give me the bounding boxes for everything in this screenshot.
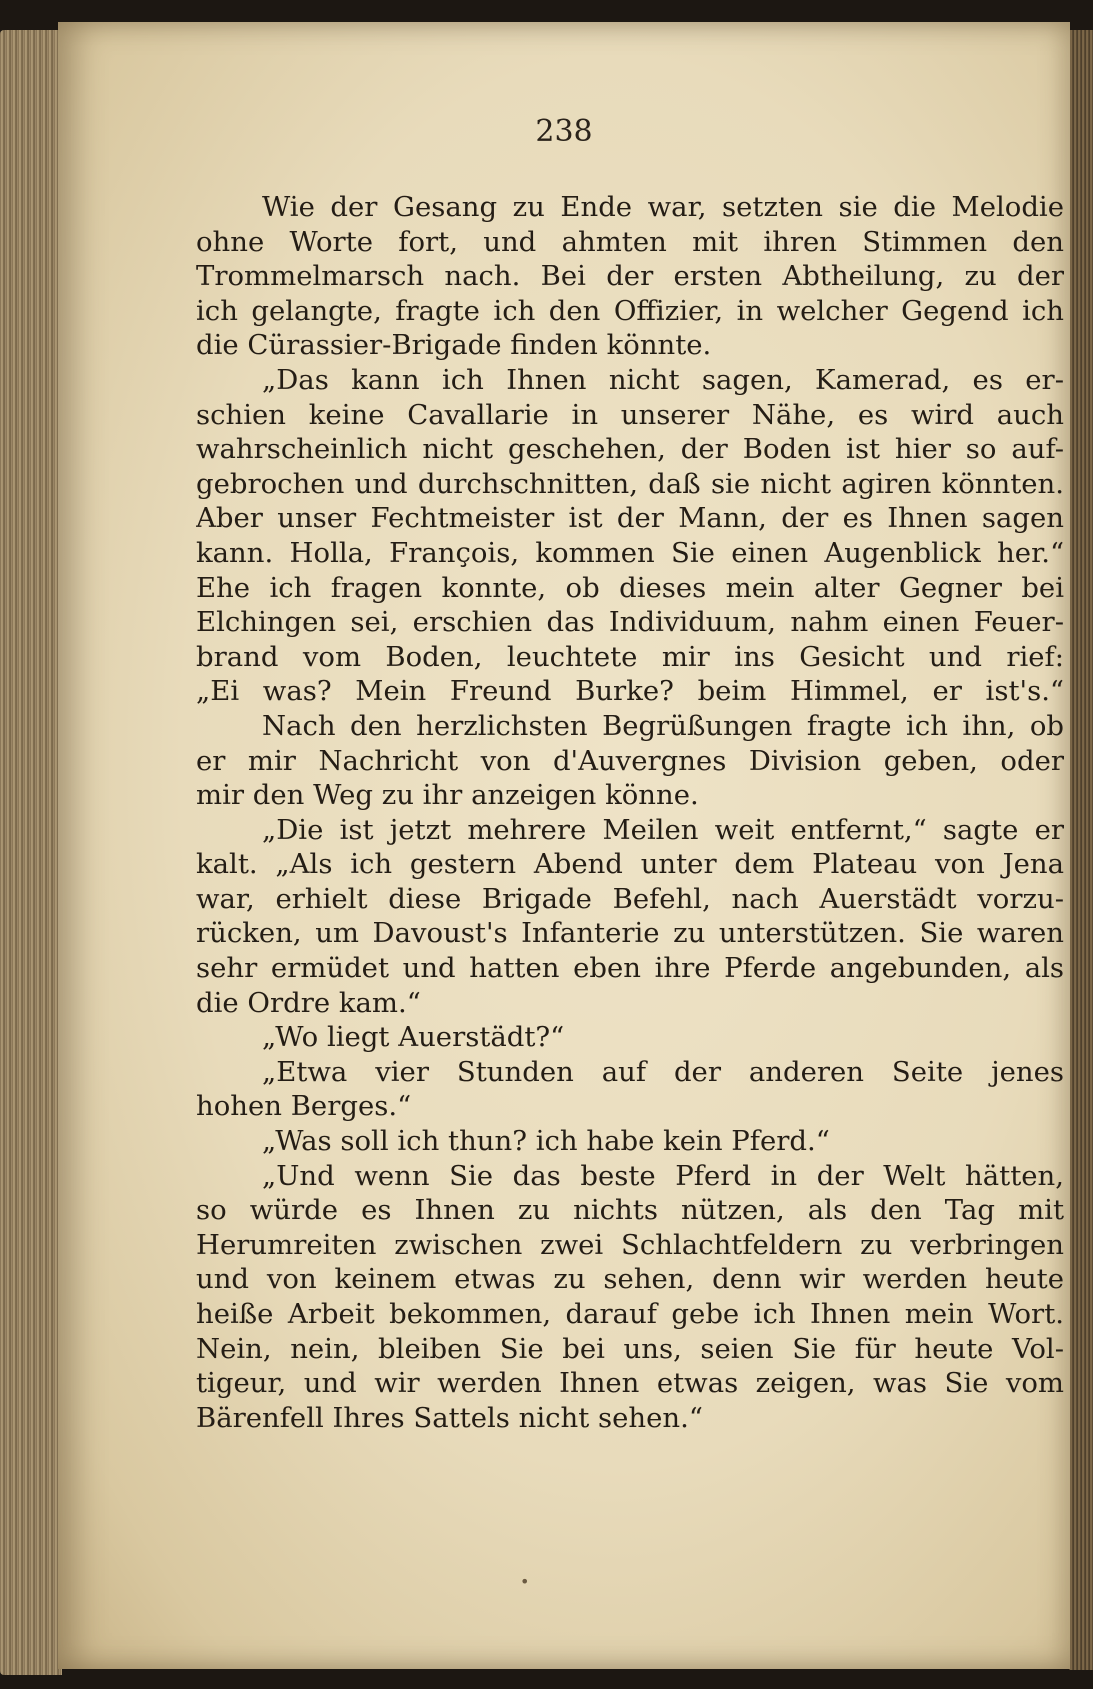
text-line: brand vom Boden, leuchtete mir ins Gesicht und rief: <box>196 640 1064 673</box>
footer-mark: • <box>520 1572 530 1591</box>
text-line: schien keine Cavallarie in unserer Nähe, es wird auch <box>196 398 1064 431</box>
text-line: heiße Arbeit bekommen, darauf gebe ich Ihnen mein Wort. <box>196 1298 1064 1330</box>
text-line: „Und wenn Sie das beste Pferd in der Welt hätten, <box>262 1159 1064 1192</box>
text-line: Nein, nein, bleiben Sie bei uns, seien Sie für heute Vol- <box>196 1332 1064 1365</box>
text-line: ich gelangte, fragte ich den Offizier, in welcher Gegend ich <box>196 294 1064 327</box>
text-line: Wie der Gesang zu Ende war, setzten sie die Melodie <box>262 191 1064 223</box>
text-line: Bärenfell Ihres Sattels nicht sehen.“ <box>196 1401 703 1434</box>
text-line: Aber unser Fechtmeister ist der Mann, der es Ihnen sagen <box>196 502 1064 535</box>
text-line: die Ordre kam.“ <box>196 986 421 1019</box>
text-line: er mir Nachricht von d'Auvergnes Division geben, oder <box>196 744 1064 777</box>
text-line: und von keinem etwas zu sehen, denn wir werden heute <box>196 1263 1064 1296</box>
body-text <box>196 190 1064 1435</box>
text-line: Herumreiten zwischen zwei Schlachtfeldern zu verbringen <box>196 1228 1064 1261</box>
book-page-edges-right <box>1069 30 1093 1670</box>
text-line: „Das kann ich Ihnen nicht sagen, Kamerad, es er- <box>262 363 1064 396</box>
text-line: rücken, um Davoust's Infanterie zu unterstützen. Sie waren <box>196 917 1064 950</box>
text-line: wahrscheinlich nicht geschehen, der Boden ist hier so auf- <box>196 433 1064 466</box>
text-line: kalt. „Als ich gestern Abend unter dem Plateau von Jena <box>196 848 1064 881</box>
book-page-edges-left <box>0 30 62 1675</box>
page-number: 238 <box>535 114 593 149</box>
text-line: „Wo liegt Auerstädt?“ <box>262 1021 565 1054</box>
text-line: war, erhielt diese Brigade Befehl, nach Auerstädt vorzu- <box>196 882 1064 915</box>
text-line: „Was soll ich thun? ich habe kein Pferd.“ <box>262 1125 830 1158</box>
text-line: die Cürassier-Brigade finden könnte. <box>196 329 712 362</box>
text-line: Ehe ich fragen konnte, ob dieses mein alter Gegner bei <box>196 571 1064 604</box>
book-page <box>58 22 1070 1669</box>
text-line: Nach den herzlichsten Begrüßungen fragte ich ihn, ob <box>262 709 1064 742</box>
text-line: „Ei was? Mein Freund Burke? beim Himmel, er ist's.“ <box>196 675 1064 708</box>
text-line: kann. Holla, François, kommen Sie einen Augenblick her.“ <box>196 536 1064 569</box>
text-line: tigeur, und wir werden Ihnen etwas zeigen, was Sie vom <box>196 1367 1064 1400</box>
text-line: ohne Worte fort, und ahmten mit ihren Stimmen den <box>196 225 1064 258</box>
text-line: gebrochen und durchschnitten, daß sie nicht agiren könnten. <box>196 467 1064 500</box>
text-line: „Etwa vier Stunden auf der anderen Seite jenes <box>262 1055 1064 1088</box>
text-line: sehr ermüdet und hatten eben ihre Pferde angebunden, als <box>196 952 1064 985</box>
text-line: hohen Berges.“ <box>196 1090 412 1123</box>
text-line: Elchingen sei, erschien das Individuum, nahm einen Feuer- <box>196 606 1064 639</box>
text-line: „Die ist jetzt mehrere Meilen weit entfernt,“ sagte er <box>262 813 1064 846</box>
text-line: so würde es Ihnen zu nichts nützen, als den Tag mit <box>196 1194 1064 1227</box>
text-line: mir den Weg zu ihr anzeigen könne. <box>196 779 699 812</box>
text-line: Trommelmarsch nach. Bei der ersten Abtheilung, zu der <box>196 260 1064 293</box>
